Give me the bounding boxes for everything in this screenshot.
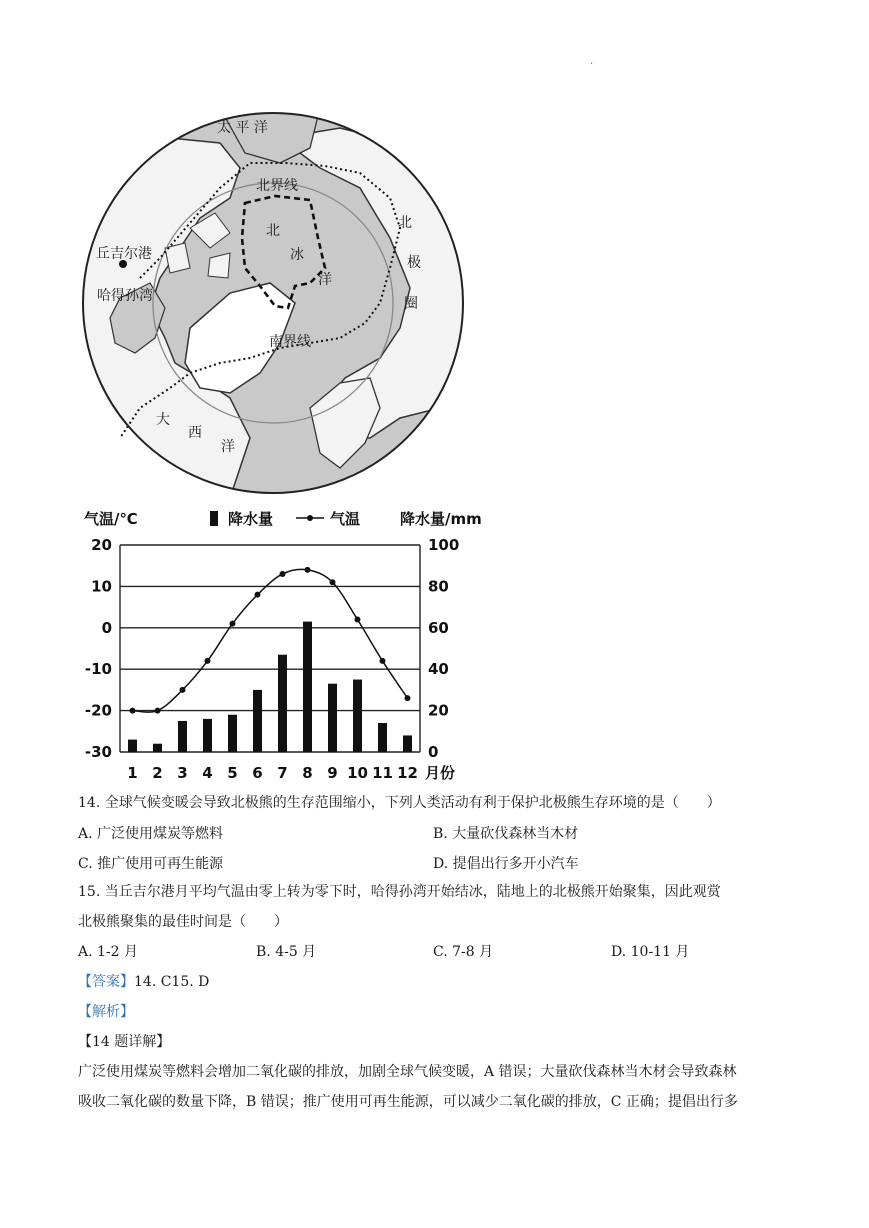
arctic-circle-label-2: 极 bbox=[407, 255, 421, 271]
q15-stem-line2: 北极熊聚集的最佳时间是（ ） bbox=[78, 914, 288, 930]
legend-bar-label: 降水量 bbox=[228, 510, 274, 528]
x-tick-label: 10 bbox=[347, 764, 368, 782]
x-tick-label: 7 bbox=[277, 764, 288, 782]
precip-bar bbox=[253, 690, 262, 752]
temperature-point bbox=[130, 708, 136, 714]
temperature-point bbox=[280, 571, 286, 577]
q14-option-d: D. 提倡出行多开小汽车 bbox=[433, 856, 579, 872]
left-axis-label: 气温/℃ bbox=[84, 510, 138, 528]
x-tick-label: 2 bbox=[152, 764, 163, 782]
precip-bar bbox=[378, 723, 387, 752]
right-tick-label: 40 bbox=[428, 660, 449, 679]
arctic-map bbox=[80, 108, 468, 498]
x-tick-label: 5 bbox=[227, 764, 238, 782]
q14-option-b: B. 大量砍伐森林当木材 bbox=[433, 826, 579, 842]
answer-tag: 【答案】 bbox=[78, 974, 134, 990]
precip-bar bbox=[228, 715, 237, 752]
temperature-point bbox=[180, 687, 186, 693]
precip-bar bbox=[353, 680, 362, 752]
temperature-point bbox=[355, 617, 361, 623]
right-tick-label: 100 bbox=[428, 536, 460, 554]
temperature-point bbox=[205, 658, 211, 664]
temperature-point bbox=[255, 592, 261, 598]
left-tick-label: -20 bbox=[84, 701, 112, 720]
analysis-detail-tag: 【14 题详解】 bbox=[78, 1034, 171, 1050]
right-tick-label: 20 bbox=[428, 701, 449, 720]
atlantic-label-2: 西 bbox=[188, 425, 202, 441]
x-tick-label: 11 bbox=[372, 764, 393, 782]
precip-bar bbox=[128, 740, 137, 752]
analysis-line2: 吸收二氧化碳的数量下降，B 错误；推广使用可再生能源，可以减少二氧化碳的排放，C 正确；提倡出行多 bbox=[78, 1094, 738, 1110]
x-tick-label: 12 bbox=[397, 764, 418, 782]
q14-option-c: C. 推广使用可再生能源 bbox=[78, 856, 224, 872]
precip-bar bbox=[403, 735, 412, 752]
temperature-line bbox=[133, 569, 408, 712]
x-tick-label: 9 bbox=[327, 764, 338, 782]
q14-stem: 14. 全球气候变暖会导致北极熊的生存范围缩小，下列人类活动有利于保护北极熊生存环境的是（ ） bbox=[78, 795, 721, 811]
climate-chart bbox=[78, 508, 498, 788]
temperature-point bbox=[330, 579, 336, 585]
q15-stem-line1: 15. 当丘吉尔港月平均气温由零上转为零下时，哈得孙湾开始结冰，陆地上的北极熊开始聚集，因此观赏 bbox=[78, 884, 721, 900]
answer-text: 14. C15. D bbox=[134, 974, 210, 990]
x-unit-label: 月份 bbox=[425, 764, 456, 782]
precip-bar bbox=[178, 721, 187, 752]
legend-line-label: 气温 bbox=[330, 510, 361, 528]
header-mark: . bbox=[590, 56, 594, 67]
precip-bar bbox=[303, 622, 312, 752]
x-tick-label: 8 bbox=[302, 764, 313, 782]
right-tick-label: 0 bbox=[428, 743, 439, 761]
atlantic-label-1: 大 bbox=[156, 412, 170, 428]
right-tick-label: 60 bbox=[428, 618, 449, 637]
q15-option-c: C. 7-8 月 bbox=[433, 944, 494, 960]
q15-option-d: D. 10-11 月 bbox=[611, 944, 690, 960]
legend-line-dot bbox=[307, 515, 313, 521]
analysis-line1: 广泛使用煤炭等燃料会增加二氧化碳的排放，加剧全球气候变暖，A 错误；大量砍伐森林当木材会导致森林 bbox=[78, 1064, 737, 1080]
right-axis-label: 降水量/mm bbox=[400, 510, 482, 528]
atlantic-label-3: 洋 bbox=[221, 439, 235, 455]
analysis-tag: 【解析】 bbox=[78, 1004, 134, 1020]
precip-bar bbox=[328, 684, 337, 752]
arctic-circle-label-3: 圈 bbox=[404, 296, 418, 312]
x-tick-label: 3 bbox=[177, 764, 188, 782]
temperature-point bbox=[305, 567, 311, 573]
q15-option-b: B. 4-5 月 bbox=[256, 944, 317, 960]
precip-bar bbox=[153, 744, 162, 752]
answer-line bbox=[78, 972, 209, 992]
x-tick-label: 4 bbox=[202, 764, 213, 782]
temperature-point bbox=[230, 621, 236, 627]
arctic-ocean-label-2: 冰 bbox=[290, 247, 304, 263]
right-tick-label: 80 bbox=[428, 577, 449, 596]
q15-option-a: A. 1-2 月 bbox=[78, 944, 139, 960]
arctic-ocean-label-1: 北 bbox=[266, 223, 280, 239]
left-tick-label: 20 bbox=[91, 536, 112, 554]
legend-bar-swatch bbox=[210, 511, 218, 526]
pacific-label: 太 平 洋 bbox=[217, 120, 268, 136]
precip-bar bbox=[203, 719, 212, 752]
temperature-point bbox=[155, 708, 161, 714]
x-tick-label: 6 bbox=[252, 764, 263, 782]
x-tick-label: 1 bbox=[127, 764, 138, 782]
hudson-bay-label: 哈得孙湾 bbox=[97, 288, 153, 304]
left-tick-label: -30 bbox=[84, 743, 112, 761]
arctic-circle-label-1: 北 bbox=[398, 215, 412, 231]
precip-bar bbox=[278, 655, 287, 752]
q14-option-a: A. 广泛使用煤炭等燃料 bbox=[78, 826, 224, 842]
left-tick-label: 0 bbox=[101, 618, 112, 637]
temperature-point bbox=[380, 658, 386, 664]
south-boundary-label: 南界线 bbox=[269, 334, 311, 350]
left-tick-label: 10 bbox=[91, 577, 112, 596]
temperature-point bbox=[405, 695, 411, 701]
churchill-label: 丘吉尔港 bbox=[96, 246, 152, 262]
north-boundary-label: 北界线 bbox=[256, 178, 298, 194]
left-tick-label: -10 bbox=[84, 660, 112, 679]
arctic-ocean-label-3: 洋 bbox=[318, 272, 332, 288]
